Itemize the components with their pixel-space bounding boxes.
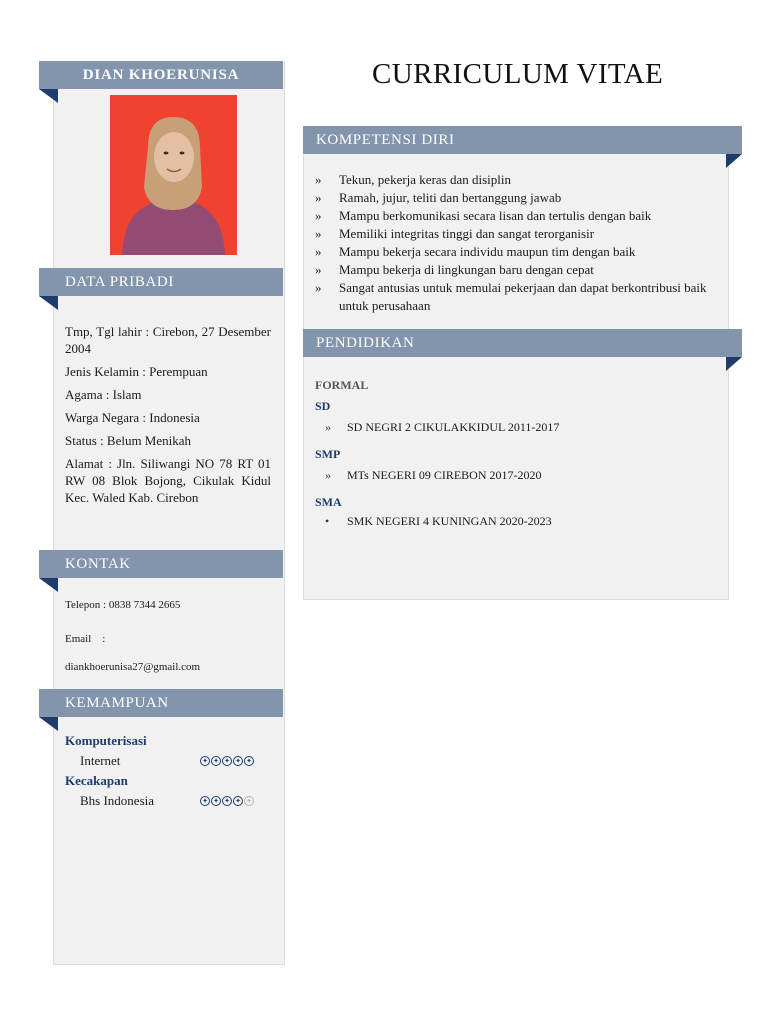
section-data-pribadi: [39, 268, 283, 296]
skill-category-kecakapan: Kecakapan: [65, 773, 128, 788]
school-name: SMK NEGERI 4 KUNINGAN 2020-2023: [347, 514, 552, 528]
marital-status: Status : Belum Menikah: [65, 433, 192, 448]
bullet-icon: »: [325, 468, 331, 482]
section-kemampuan: [39, 689, 283, 717]
kompetensi-text: Ramah, jujur, teliti dan bertanggung jawab: [339, 190, 562, 205]
section-title: DATA PRIBADI: [65, 274, 174, 290]
profile-photo: [110, 95, 237, 255]
section-pendidikan: [303, 329, 742, 357]
star-filled-icon: ✦: [244, 756, 254, 766]
formal-label: FORMAL: [315, 378, 369, 392]
list-item: [315, 207, 725, 225]
level-sma: SMA: [315, 495, 342, 509]
star-filled-icon: ✦: [233, 756, 243, 766]
section-title: KONTAK: [65, 556, 131, 572]
bullet-icon: »: [315, 280, 322, 295]
nationality-info: Warga Negara : Indonesia: [65, 410, 200, 425]
school-sd: [315, 419, 725, 445]
candidate-name: DIAN KHOERUNISA: [82, 67, 240, 83]
section-fold: [726, 357, 742, 371]
bullet-icon: »: [315, 262, 322, 277]
kompetensi-text: Memiliki integritas tinggi dan sangat terorganisir: [339, 226, 595, 241]
star-filled-icon: ✦: [211, 756, 221, 766]
list-item: [315, 189, 725, 207]
skill-category-komputerisasi: Komputerisasi: [65, 733, 147, 748]
section-kompetensi: [303, 126, 742, 154]
section-fold: [39, 578, 58, 592]
kompetensi-text: Mampu bekerja secara individu maupun tim dengan baik: [339, 244, 636, 259]
section-fold: [39, 296, 58, 310]
name-banner: [39, 61, 283, 89]
bullet-icon: »: [315, 172, 322, 187]
level-smp: SMP: [315, 447, 341, 461]
bullet-icon: »: [315, 208, 322, 223]
page-title: CURRICULUM VITAE: [372, 58, 664, 90]
section-fold: [39, 717, 58, 731]
list-item: [315, 171, 725, 189]
list-item: [315, 279, 725, 315]
star-filled-icon: ✦: [200, 796, 210, 806]
star-filled-icon: ✦: [222, 756, 232, 766]
kompetensi-list: [315, 171, 725, 315]
school-smp: [315, 467, 725, 493]
section-title: KOMPETENSI DIRI: [316, 132, 455, 148]
bullet-icon: »: [325, 420, 331, 434]
star-filled-icon: ✦: [233, 796, 243, 806]
rating-stars: [200, 751, 254, 766]
bullet-icon: •: [325, 514, 330, 528]
birth-info: Tmp, Tgl lahir : Cirebon, 27 Desember 2004: [65, 324, 271, 356]
star-filled-icon: ✦: [222, 796, 232, 806]
portrait-image: [110, 95, 237, 255]
section-title: KEMAMPUAN: [65, 695, 169, 711]
skill-name: Internet: [80, 753, 121, 768]
bullet-icon: »: [315, 244, 322, 259]
kompetensi-text: Tekun, pekerja keras dan disiplin: [339, 172, 512, 187]
banner-fold: [39, 89, 58, 103]
school-name: SD NEGRI 2 CIKULAKKIDUL 2011-2017: [347, 420, 560, 434]
pendidikan-list: [315, 377, 725, 533]
school-name: MTs NEGERI 09 CIREBON 2017-2020: [347, 468, 542, 482]
rating-stars: [200, 791, 254, 806]
skill-row-bhs-indonesia: [65, 791, 265, 811]
skills-list: [65, 731, 265, 811]
star-empty-icon: ✦: [244, 796, 254, 806]
personal-info: [65, 323, 271, 512]
skill-row-internet: [65, 751, 265, 771]
bullet-icon: »: [315, 226, 322, 241]
email-label: Email :: [65, 633, 106, 645]
phone-info: Telepon : 0838 7344 2665: [65, 599, 181, 611]
section-fold: [726, 154, 742, 168]
star-filled-icon: ✦: [211, 796, 221, 806]
list-item: [315, 261, 725, 279]
list-item: [315, 225, 725, 243]
bullet-icon: »: [315, 190, 322, 205]
section-title: PENDIDIKAN: [316, 335, 415, 351]
level-sd: SD: [315, 399, 331, 413]
kompetensi-text: Mampu berkomunikasi secara lisan dan tertulis dengan baik: [339, 208, 652, 223]
skill-name: Bhs Indonesia: [80, 793, 155, 808]
address-info: Alamat : Jln. Siliwangi NO 78 RT 01 RW 08 Blok Bojong, Cikulak Kidul Kec. Waled Kab. Cirebon: [65, 456, 271, 505]
kompetensi-text: Mampu bekerja di lingkungan baru dengan cepat: [339, 262, 594, 277]
school-sma: [315, 513, 725, 533]
star-filled-icon: ✦: [200, 756, 210, 766]
gender-info: Jenis Kelamin : Perempuan: [65, 364, 208, 379]
list-item: [315, 243, 725, 261]
email-address: diankhoerunisa27@gmail.com: [65, 661, 201, 673]
kompetensi-text: Sangat antusias untuk memulai pekerjaan dan dapat berkontribusi baik untuk perusahaan: [339, 280, 707, 313]
religion-info: Agama : Islam: [65, 387, 142, 402]
section-kontak: [39, 550, 283, 578]
